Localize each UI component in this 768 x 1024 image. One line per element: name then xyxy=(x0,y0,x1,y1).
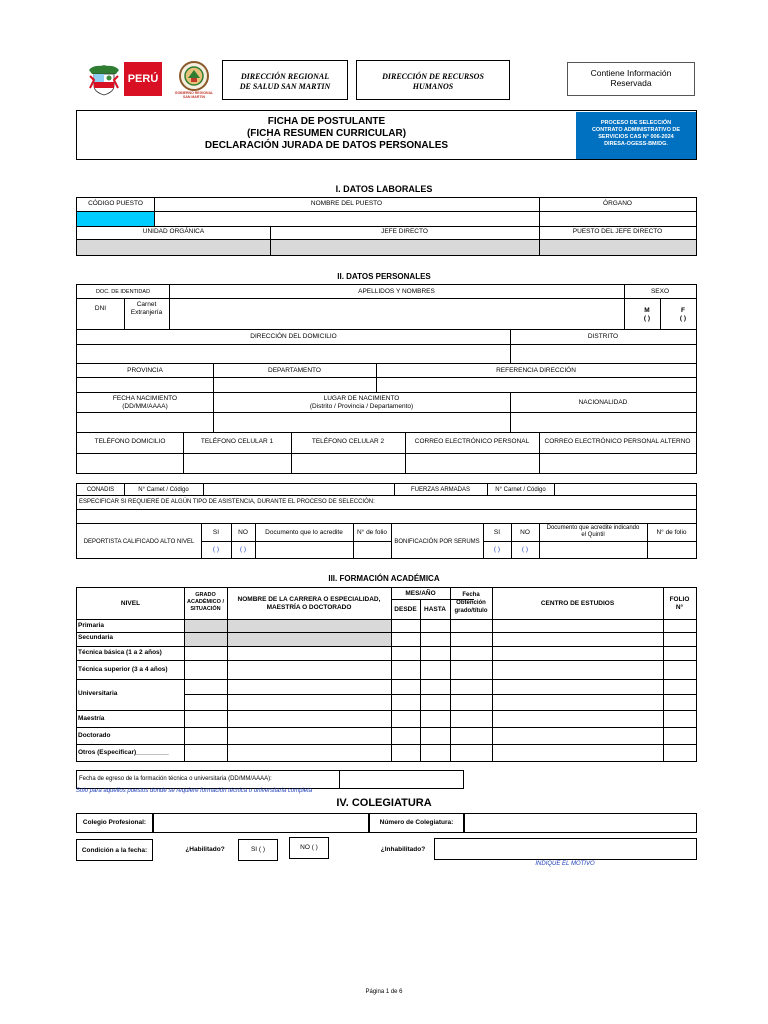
numero-colegiatura-label: Número de Colegiatura: xyxy=(379,819,454,826)
doc-identidad-label: DOC. DE IDENTIDAD xyxy=(95,289,151,295)
condicion-label: Condición a la fecha: xyxy=(81,847,148,854)
section-title-formacion: III. FORMACIÓN ACADÉMICA xyxy=(328,574,440,583)
carrera-header xyxy=(227,596,391,612)
provincia-label: PROVINCIA xyxy=(127,367,163,374)
peru-brand-logo xyxy=(124,62,162,96)
recursos-humanos-box xyxy=(356,60,510,100)
referencia-direccion-label: REFERENCIA DIRECCIÓN xyxy=(496,367,576,374)
fecha-obt-line3: grado/título xyxy=(454,608,488,614)
proceso-line4: DIRESA-OGESS-BM/DG. xyxy=(604,141,668,147)
jefe-directo-label: JEFE DIRECTO xyxy=(381,228,428,235)
nombre-puesto-label: NOMBRE DEL PUESTO xyxy=(310,200,383,207)
fecha-obt-line1: Fecha xyxy=(462,592,480,598)
desde-header: DESDE xyxy=(394,606,417,613)
serums-si-checkbox[interactable]: ( ) xyxy=(493,546,501,553)
indique-motivo-note: INDIQUE EL MOTIVO xyxy=(535,861,595,867)
conadis-table xyxy=(76,483,697,559)
section-title-laborales: I. DATOS LABORALES xyxy=(335,184,433,194)
san-martin-seal-logo xyxy=(176,60,212,100)
colegio-profesional-label: Colegio Profesional: xyxy=(82,819,147,826)
folio-line2: N° xyxy=(675,604,684,611)
fecha-egreso-field[interactable] xyxy=(340,771,462,788)
departamento-label: DEPARTAMENTO xyxy=(268,367,321,374)
serums-si-label: SI xyxy=(493,529,501,536)
fecha-egreso-label: Fecha de egreso de la formación técnica o universitaria (DD/MM/AAAA): xyxy=(79,776,272,782)
sexo-m-checkbox[interactable]: ( ) xyxy=(643,315,651,322)
serums-doc-line1: Documento que acredite indicando xyxy=(546,525,640,531)
ficha-title-line2: (FICHA RESUMEN CURRICULAR) xyxy=(246,128,407,139)
direccion-regional-line2: DE SALUD SAN MARTIN xyxy=(239,82,331,91)
organo-label: ÓRGANO xyxy=(603,200,632,207)
carrera-line1: NOMBRE DE LA CARRERA O ESPECIALIDAD, xyxy=(237,596,381,603)
proceso-line3: SERVICIOS CAS N° 006-2024 xyxy=(598,134,674,140)
telefono-domicilio-label: TELÉFONO DOMICILIO xyxy=(94,438,166,445)
condicion-label-box xyxy=(76,839,153,861)
formacion-table xyxy=(76,587,697,762)
row-secundaria: Secundaria xyxy=(78,634,114,641)
page-number: Página 1 de 6 xyxy=(365,989,403,995)
lugar-nacimiento-label xyxy=(213,395,510,411)
habilitado-no-label: NO ( ) xyxy=(300,844,318,851)
dni-label[interactable]: DNI xyxy=(94,305,107,312)
sexo-f-label: F xyxy=(681,307,685,314)
telefono-celular2-label: TELÉFONO CELULAR 2 xyxy=(311,438,385,445)
conadis-carnet-field[interactable] xyxy=(203,484,394,495)
grado-line1: GRADO xyxy=(195,592,216,598)
fecha-nac-line2: (DD/MM/AAAA) xyxy=(122,403,168,410)
unidad-organica-field[interactable] xyxy=(77,239,270,255)
reservada-line1: Contiene Información xyxy=(590,68,672,78)
section-title-colegiatura: IV. COLEGIATURA xyxy=(336,797,432,809)
ficha-title-line3: DECLARACIÓN JURADA DE DATOS PERSONALES xyxy=(204,140,449,151)
carrera-line2: MAESTRÍA O DOCTORADO xyxy=(266,604,352,611)
laborales-table xyxy=(76,197,697,256)
puesto-jefe-field[interactable] xyxy=(540,239,696,255)
deportista-no-checkbox[interactable]: ( ) xyxy=(239,546,247,553)
serums-doc-label xyxy=(539,525,647,539)
inhabilitado-motivo-field[interactable] xyxy=(434,838,697,860)
grado-header xyxy=(184,592,227,613)
seal-caption: GOBIERNO REGIONAL SAN MARTIN xyxy=(174,91,214,99)
apellidos-nombres-label: APELLIDOS Y NOMBRES xyxy=(358,288,435,295)
row-otros: Otros (Especificar)_________ xyxy=(78,749,169,756)
fecha-obt-line2: Obtención xyxy=(456,600,486,606)
proceso-seleccion-badge xyxy=(576,112,696,159)
row-tecnica-superior: Técnica superior (3 a 4 años) xyxy=(78,666,168,673)
grado-line3: SITUACIÓN xyxy=(190,606,221,612)
recursos-humanos-line1: DIRECCIÓN DE RECURSOS xyxy=(382,72,484,81)
nacionalidad-label: NACIONALIDAD xyxy=(578,399,628,406)
fecha-obtencion-header xyxy=(450,591,492,615)
ficha-title-box xyxy=(76,110,697,160)
formacion-note: Solo para aquellos puestos donde se requiere formación técnica o universitaria completa xyxy=(76,788,313,794)
serums-doc-line2: el Quintil xyxy=(581,532,605,538)
asistencia-field[interactable] xyxy=(77,509,696,523)
peru-shield-logo xyxy=(86,62,122,96)
deportista-label: DEPORTISTA CALIFICADO ALTO NIVEL xyxy=(83,539,195,545)
peru-label: PERÚ xyxy=(127,73,159,85)
serums-no-checkbox[interactable]: ( ) xyxy=(521,546,529,553)
folio-line1: FOLIO xyxy=(669,596,690,603)
direccion-domicilio-label: DIRECCIÓN DEL DOMICILIO xyxy=(250,333,337,340)
reservada-line2: Reservada xyxy=(610,78,652,88)
numero-colegiatura-field[interactable] xyxy=(464,813,697,833)
distrito-label: DISTRITO xyxy=(587,333,619,340)
apellidos-nombres-field[interactable] xyxy=(169,298,624,329)
inhabilitado-label: ¿Inhabilitado? xyxy=(380,846,426,853)
puesto-jefe-label: PUESTO DEL JEFE DIRECTO xyxy=(572,228,663,235)
correo-personal-label: CORREO ELECTRÓNICO PERSONAL xyxy=(414,438,530,445)
numero-colegiatura-label-box xyxy=(369,813,464,833)
colegio-profesional-field[interactable] xyxy=(153,813,369,833)
habilitado-label: ¿Habilitado? xyxy=(185,846,225,853)
fuerzas-armadas-label: FUERZAS ARMADAS xyxy=(410,487,470,493)
serums-no-label: NO xyxy=(520,529,530,536)
conadis-carnet-label: N° Carnet / Código xyxy=(138,487,189,493)
section-title-personales: II. DATOS PERSONALES xyxy=(337,272,431,281)
deportista-si-label: SI xyxy=(212,529,220,536)
colegio-profesional-label-box xyxy=(76,813,153,833)
deportista-si-checkbox[interactable]: ( ) xyxy=(212,546,220,553)
habilitado-si-checkbox[interactable] xyxy=(238,839,278,861)
codigo-puesto-label: CÓDIGO PUESTO xyxy=(88,200,143,207)
deportista-doc-label: Documento que lo acredite xyxy=(265,529,343,536)
row-doctorado: Doctorado xyxy=(78,732,111,739)
deportista-no-label: NO xyxy=(238,529,248,536)
reservada-box xyxy=(567,62,695,96)
sexo-m-label: M xyxy=(644,307,650,314)
ficha-title-line1: FICHA DE POSTULANTE xyxy=(267,116,386,127)
mes-anio-header: MES/AÑO xyxy=(405,590,436,597)
proceso-line1: PROCESO DE SELECCIÓN xyxy=(600,120,672,126)
direccion-regional-box xyxy=(222,60,348,100)
folio-header xyxy=(663,596,696,612)
direccion-regional-line1: DIRECCIÓN REGIONAL xyxy=(240,72,330,81)
carnet-line1: Carnet xyxy=(136,301,157,308)
recursos-humanos-line2: HUMANOS xyxy=(412,82,454,91)
serums-label: BONIFICACIÓN POR SERUMS xyxy=(394,539,480,545)
conadis-label: CONADIS xyxy=(86,487,115,493)
row-maestria: Maestría xyxy=(78,715,105,722)
row-universitaria: Universitaria xyxy=(78,690,118,697)
carnet-line2: Extranjería xyxy=(130,308,163,316)
sexo-label: SEXO xyxy=(650,288,670,295)
nivel-header: NIVEL xyxy=(120,600,141,607)
codigo-puesto-field[interactable] xyxy=(77,211,154,226)
lugar-nac-line1: LUGAR DE NACIMIENTO xyxy=(323,395,400,402)
serums-folio-label: N° de folio xyxy=(656,529,687,536)
centro-estudios-header: CENTRO DE ESTUDIOS xyxy=(540,600,615,607)
carnet-extranjeria-label[interactable] xyxy=(124,301,169,316)
lugar-nac-line2: (Distrito / Provincia / Departamento) xyxy=(309,403,414,410)
personales-table xyxy=(76,284,697,474)
jefe-directo-field[interactable] xyxy=(271,239,539,255)
grado-line2: ACADÉMICO / xyxy=(187,599,224,605)
ffaa-carnet-field[interactable] xyxy=(554,484,696,495)
habilitado-no-checkbox[interactable] xyxy=(289,837,329,859)
habilitado-si-label: SI ( ) xyxy=(250,846,266,853)
correo-alterno-label: CORREO ELECTRÓNICO PERSONAL ALTERNO xyxy=(544,438,691,445)
unidad-organica-label: UNIDAD ORGÁNICA xyxy=(142,228,205,235)
fecha-nacimiento-label xyxy=(77,395,213,411)
row-primaria: Primaria xyxy=(78,622,105,629)
sexo-f-checkbox[interactable]: ( ) xyxy=(679,315,687,322)
fecha-nac-line1: FECHA NACIMIENTO xyxy=(112,395,178,402)
ffaa-carnet-label: N° Carnet / Código xyxy=(495,487,546,493)
asistencia-label: ESPECIFICAR SI REQUIERE DE ALGÚN TIPO DE ASISTENCIA, DURANTE EL PROCESO DE SELECCIÓN: xyxy=(79,499,375,505)
proceso-line2: CONTRATO ADMINISTRATIVO DE xyxy=(591,127,681,133)
hasta-header: HASTA xyxy=(424,606,446,613)
telefono-celular1-label: TELÉFONO CELULAR 1 xyxy=(200,438,274,445)
row-tecnica-basica: Técnica básica (1 a 2 años) xyxy=(78,649,162,656)
deportista-folio-label: N° de folio xyxy=(356,529,388,536)
